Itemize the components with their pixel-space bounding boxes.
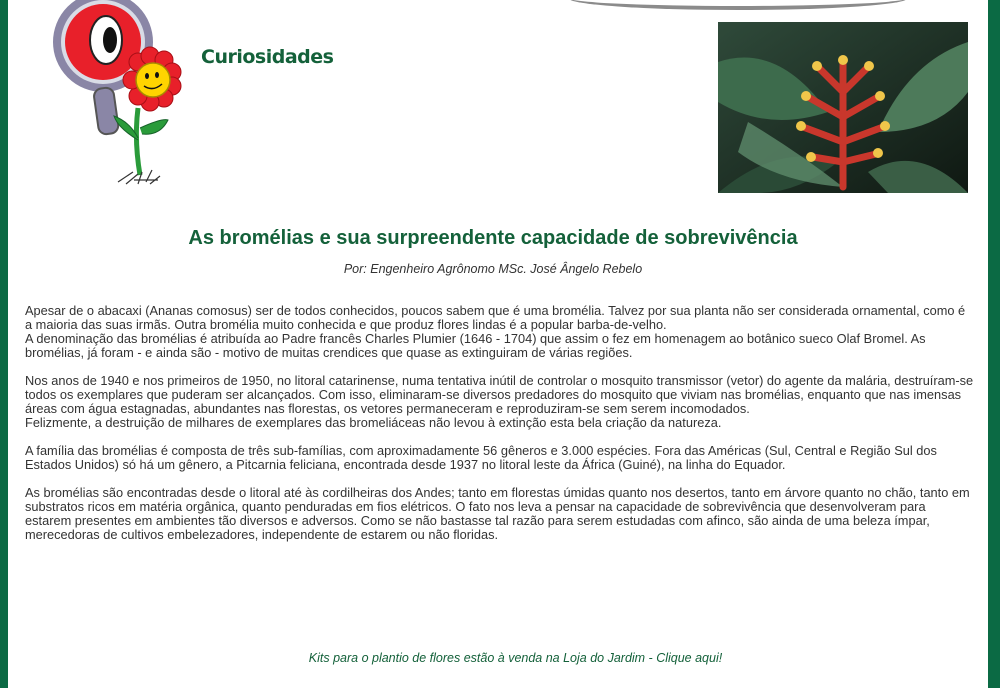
paragraph-line: Felizmente, a destruição de milhares de exemplares das bromeliáceas não levou à extinção esta bela criação da natureza. — [25, 415, 722, 430]
decorative-arc — [568, 0, 908, 10]
paragraph-line: Nos anos de 1940 e nos primeiros de 1950, no litoral catarinense, numa tentativa inútil de controlar o mosquito transmissor (vetor) do agente da malária, destruíram-se todos os exemplares que puderam ser alcançados. Com isso, eliminaram-se diversos predadores do mosquito que viviam nas bromélias, enquanto que nas imensas áreas com água estagnadas, abundantes nas florestas, os vetores permaneceram e reproduziram-se sem serem incomodados. — [25, 373, 974, 416]
article-title: As bromélias e sua surpreendente capacidade de sobrevivência — [188, 227, 798, 249]
shop-kits-link[interactable]: Kits para o plantio de flores estão à venda na Loja do Jardim - Clique aqui! — [308, 651, 723, 665]
article-paragraph — [25, 444, 975, 472]
article-paragraph — [25, 374, 975, 430]
magnifier-flower-mascot-icon — [38, 0, 188, 190]
article-byline: Por: Engenheiro Agrônomo MSc. José Ângelo Rebelo — [343, 262, 643, 276]
page-container — [8, 0, 988, 688]
article-body — [25, 304, 975, 556]
paragraph-line: As bromélias são encontradas desde o litoral até às cordilheiras dos Andes; tanto em florestas úmidas quanto nos desertos, tanto em árvore quanto no chão, tanto em substratos ricos em matéria orgânica, quanto penduradas em fios elétricos. O fato nos leva a pensar na capacidade de sobrevivência que desenvolveram para estarem presentes em ambientes tão diversos e adversos. Como se não bastasse tal razão para serem estudadas com afinco, são ainda de uma beleza ímpar, merecedoras de cultivos embelezadores, independente de estarem ou não floridas. — [25, 485, 970, 542]
paragraph-line: Apesar de o abacaxi (Ananas comosus) ser de todos conhecidos, poucos sabem que é uma bromélia. Talvez por sua planta não ser considerada ornamental, como é a maioria das suas irmãs. Outra bromélia muito conhecida e que produz flores lindas é a popular barba-de-velho. — [25, 303, 966, 332]
paragraph-line: A denominação das bromélias é atribuída ao Padre francês Charles Plumier (1646 - 1704) que assim o fez em homenagem ao botânico sueco Olaf Bromel. As bromélias, já foram - e ainda são - motivo de muitas crendices que quase as extinguiram de várias regiões. — [25, 331, 926, 360]
bromeliad-flower-photo — [718, 22, 968, 193]
article-paragraph — [25, 304, 975, 360]
paragraph-line: A família das bromélias é composta de três sub-famílias, com aproximadamente 56 gêneros e 3.000 espécies. Fora das Américas (Sul, Central e Região Sul dos Estados Unidos) só há um gênero, a Pitcarnia feliciana, encontrada desde 1937 no litoral leste da África (Guiné), na linha do Equador. — [25, 443, 937, 472]
article-paragraph — [25, 486, 975, 542]
section-title: Curiosidades — [201, 46, 334, 68]
